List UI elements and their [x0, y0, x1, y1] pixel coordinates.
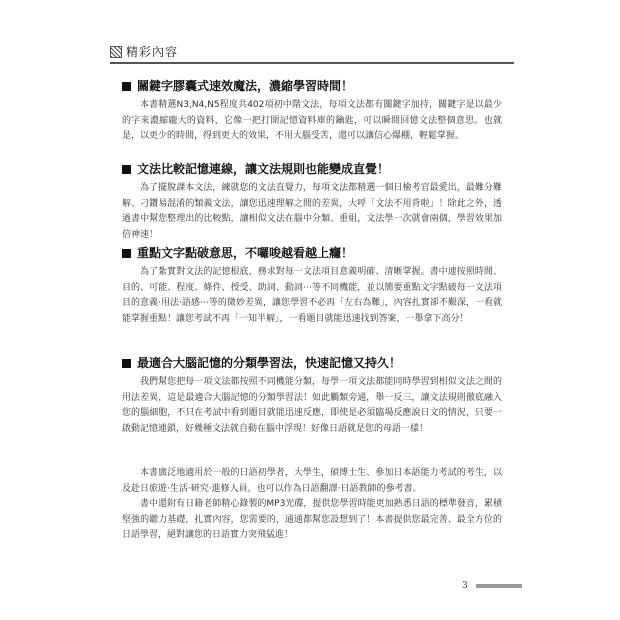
closing-text [122, 466, 502, 544]
section-classification-learning [122, 355, 502, 437]
header-divider [110, 62, 514, 64]
closing-paragraph: 書中還附有日籍老師精心錄製的MP3光碟，提供您學習時能更加熟悉日語的標準發音，累積堅強的聽力基礎，扎實內容，您需要的，通通都幫您設想到了！本書提供您最完善、最全方位的日語學習，絕對讓您的日語實力突飛猛進！ [122, 499, 502, 540]
black-square-bullet-icon [122, 82, 131, 91]
section-paragraph: 為了紮實對文法的記憶根底，務求對每一文法項目意義明確、清晰掌握。書中連按照時間、目的、可能、程度、條件、授受、助詞、動詞⋯等不同機能，並以簡要重點文字點破每一文法項目的意義·用法·語感⋯等的微妙差異，讓您學習不必再「左右為難」，內容扎實卻不艱深，一看就能掌握重點！讓您考試不再「一知半解」，一看題目就能迅速找到答案，一舉拿下高分！ [122, 267, 502, 324]
black-square-bullet-icon [122, 249, 131, 258]
section-heading [122, 161, 502, 177]
section-heading-text: 文法比較記憶連線，讓文法規則也能變成直覺！ [137, 162, 390, 176]
section-heading-text: 重點文字點破意思，不囉唆越看越上癮！ [137, 246, 354, 260]
page-number: 3 [462, 581, 468, 591]
section-paragraph: 我們幫您把每一項文法都按照不同機能分類，每學一項文法都能同時學習到相似文法之間的用法差異，這是最適合大腦記憶的分類學習法！如此觸類旁通，舉一反三，讓文法規則徹底融入您的腦細胞，不只在考試中看到題目就能迅速反應，即使是必須臨場反應說日文的情況，只要一啟動記憶連鎖，好幾種文法就自動在腦中浮現！好像日語就是您的母語一樣！ [122, 377, 502, 434]
closing-paragraph: 本書廣泛地適用於一般的日語初學者，大學生，碩博士生、參加日本語能力考試的考生，以及赴日旅遊·生活·研究·進修人員，也可以作為日語翻譯·日語教師的參考書。 [122, 468, 502, 494]
section-key-text [122, 245, 502, 327]
black-square-bullet-icon [122, 165, 131, 174]
page-footer [462, 580, 532, 592]
section-header [110, 44, 512, 60]
black-square-bullet-icon [122, 359, 131, 368]
section-heading [122, 78, 502, 94]
footer-bar [476, 584, 522, 588]
section-paragraph: 本書精選N3,N4,N5程度共402項初中階文法，每項文法都有關鍵字加持，關鍵字是以最少的字來濃縮龐大的資料，它像一把打開記憶資料庫的鑰匙，可以瞬間回憶文法整個意思。也就是，以更少的時間，得到更大的效果，不用大腦受苦，還可以讓信心爆棚，輕鬆掌握。 [122, 100, 502, 141]
section-heading [122, 355, 502, 371]
section-heading-text: 最適合大腦記憶的分類學習法，快速記憶又持久！ [137, 356, 402, 370]
section-grammar-comparison [122, 161, 502, 243]
section-keyword-method [122, 78, 502, 145]
hatched-square-icon [110, 46, 122, 58]
header-title: 精彩內容 [126, 45, 179, 59]
section-paragraph: 為了擺脫課本文法，練就您的文法直覺力，每項文法都精選一個日檢考官最愛出，最難分難解、刁鑽易混淆的類義文法，讓您迅速理解之間的差異，大呼「文法不用背啦」！除此之外，透過書中幫您整理出的比較點，讓相似文法在腦中分類、重組，文法學一次就會兩個，學習效果加倍神速！ [122, 183, 502, 240]
section-heading [122, 245, 502, 261]
section-heading-text: 關鍵字膠囊式速效魔法，濃縮學習時間！ [137, 79, 354, 93]
